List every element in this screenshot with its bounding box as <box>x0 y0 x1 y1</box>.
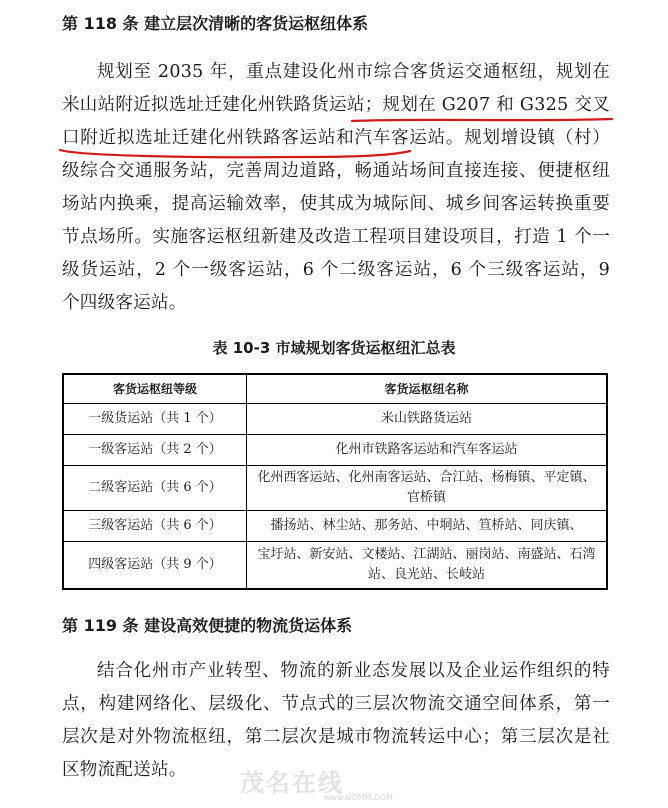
watermark-url: www.GDMM.COM <box>324 793 393 802</box>
cell-level: 三级客运站（共 6 个） <box>63 511 247 542</box>
cell-level: 四级客运站（共 9 个） <box>63 542 247 590</box>
table-caption: 表 10-3 市域规划客货运枢纽汇总表 <box>212 339 456 357</box>
cell-names: 化州市铁路客运站和汽车客运站 <box>247 435 608 466</box>
highlighted-sentence: 规划在 G207 和 G325 交叉口附近拟选址迁建化州铁路客运站和汽车客运站。 <box>62 95 610 148</box>
table-row <box>63 511 607 542</box>
cell-level: 一级货运站（共 1 个） <box>63 404 247 435</box>
watermark-logo: 茂名在线 <box>240 769 344 797</box>
table-header-row <box>63 374 607 404</box>
cell-names: 化州西客运站、化州南客运站、合江站、杨梅镇、平定镇、官桥镇 <box>247 466 608 511</box>
hub-summary-table <box>62 373 608 590</box>
table-row <box>63 404 607 435</box>
cell-level: 二级客运站（共 6 个） <box>63 466 247 511</box>
header-level: 客货运枢纽等级 <box>63 374 247 404</box>
cell-names: 宝圩站、新安站、文楼站、江湖站、丽岗站、南盛站、石湾站、良光站、长岐站 <box>247 542 608 590</box>
paragraph-text-after: 规划增设镇（村）级综合交通服务站，完善周边道路，畅通站场间直接连接、便捷枢纽场站内换乘，提高运输效率，使其成为城际间、城乡间客运转换重要节点场所。实施客运枢纽新建及改造工程项目建设项目，打造 1 个一级货运站，2 个一级客运站，6 个二级客运站，6 个三级客运站，9 个四级客运站。 <box>62 128 610 313</box>
header-name: 客货运枢纽名称 <box>247 374 608 404</box>
article-118-paragraph <box>62 56 610 320</box>
cell-names: 米山铁路货运站 <box>247 404 608 435</box>
cell-names: 播扬站、林尘站、那务站、中垌站、笪桥站、同庆镇、 <box>247 511 608 542</box>
table-row <box>63 435 607 466</box>
cell-level: 一级客运站（共 2 个） <box>63 435 247 466</box>
table-row <box>63 466 607 511</box>
table-row <box>63 542 607 590</box>
paragraph-text-before: 规划至 2035 年，重点建设化州市综合客货运交通枢纽，规划在米山站附近拟选址迁建化州铁路货运站； <box>62 62 610 115</box>
article-119-title: 第 119 条 建设高效便捷的物流货运体系 <box>62 616 353 635</box>
article-118-title: 第 118 条 建立层次清晰的客货运枢纽体系 <box>62 14 369 33</box>
article-119-paragraph: 结合化州市产业转型、物流的新业态发展以及企业运作组织的特点，构建网络化、层级化、节点式的三层次物流交通空间体系，第一层次是对外物流枢纽，第二层次是城市物流转运中心；第三层次是社区物流配送站。 <box>62 661 610 780</box>
